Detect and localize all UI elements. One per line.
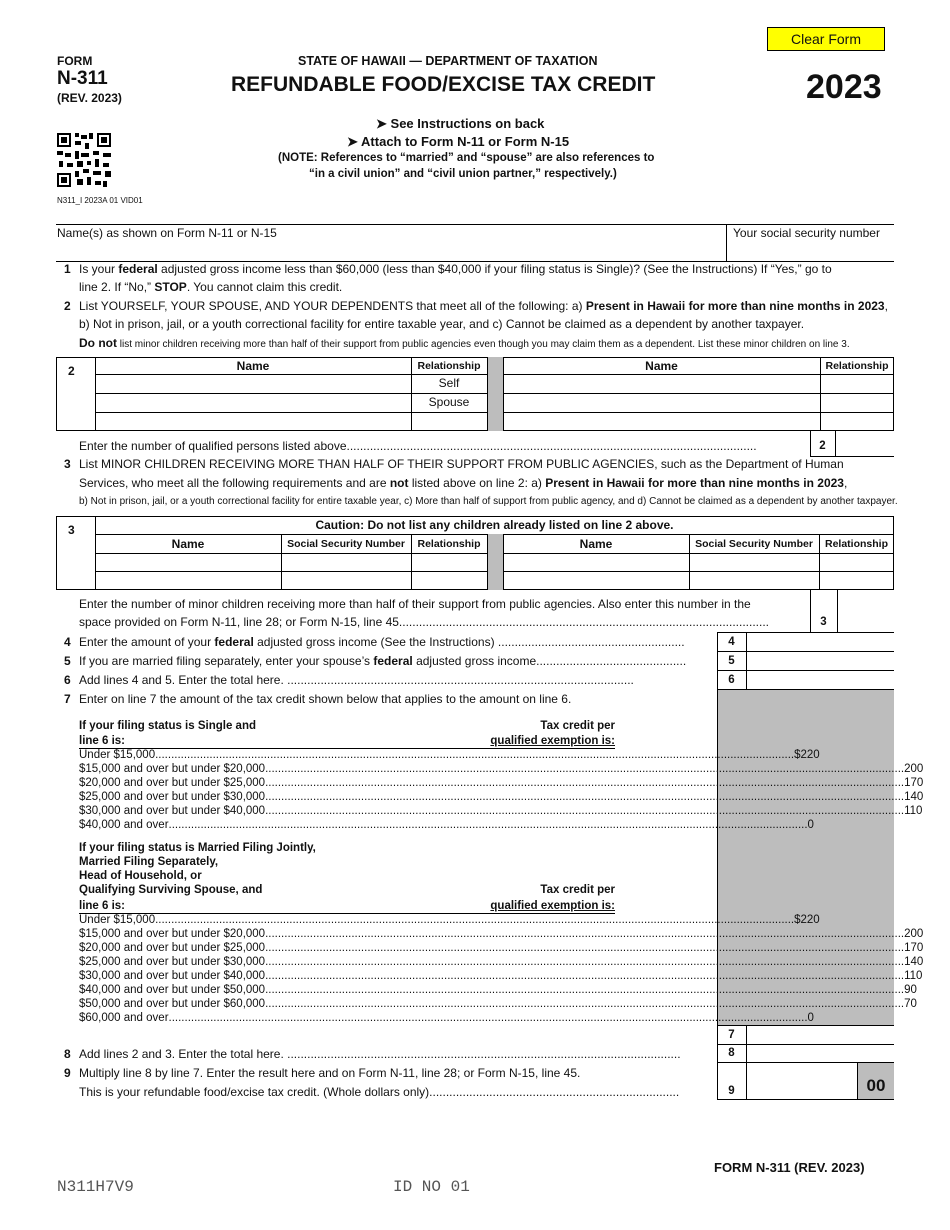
line-2-text-2: b) Not in prison, jail, or a youth correctional facility for entire taxable year, and c) Cannot be claimed as a dependent by another taxpayer.: [79, 317, 805, 331]
line-5-text: If you are married filing separately, enter your spouse’s federal adjusted gross income.............................................: [79, 654, 687, 668]
leader-dots: ........................................................................................................................................................................................................: [155, 914, 795, 926]
line-1-text-2: line 2. If “No,” STOP. You cannot claim this credit.: [79, 280, 343, 294]
line-7-input[interactable]: [747, 1026, 894, 1043]
attach-note: Attach to Form N-11 or Form N-15: [361, 134, 570, 149]
line-2-col-name-2: Name: [645, 359, 678, 373]
income-range: $20,000 and over but under $25,000: [79, 777, 266, 789]
form-number: N-311: [57, 68, 108, 89]
leader-dots: ........................................................................................................................................................................................................: [265, 805, 905, 817]
leader-dots: ........................................................................................................................................................................................................: [265, 928, 905, 940]
name-label: Name(s) as shown on Form N-11 or N-15: [57, 226, 277, 240]
line-8-number: 8: [64, 1047, 71, 1061]
leader-dots: ........................................................................................................................................................................................................: [265, 998, 905, 1010]
ssn-input[interactable]: [730, 242, 892, 260]
line-2-col-relationship-2: Relationship: [825, 360, 889, 372]
credit-amount: 90: [904, 984, 917, 996]
line-3-col-name-2: Name: [579, 537, 613, 551]
line-6-number: 6: [64, 673, 71, 687]
line-3-text-2: Services, who meet all the following requirements and are not listed above on line 2: a) Present in Hawaii for more than nine months in 2023,: [79, 476, 848, 490]
line-2-name-input[interactable]: [96, 394, 410, 411]
income-range: $20,000 and over but under $25,000: [79, 942, 266, 954]
qr-code-icon: [57, 133, 111, 187]
credit-amount: 110: [904, 970, 923, 982]
relationship-spouse: Spouse: [428, 395, 470, 409]
line-3-name-input[interactable]: [504, 572, 688, 589]
line-3-col-ssn: Social Security Number: [287, 538, 405, 550]
leader-dots: ........................................................................................................................................................................................................: [168, 819, 808, 831]
credit-table-row: [79, 762, 924, 776]
form-label: FORM: [57, 54, 93, 68]
line-3-col-ssn-2: Social Security Number: [695, 538, 813, 550]
line-2-name-input[interactable]: [96, 413, 410, 430]
married-table-heading-4: Qualifying Surviving Spouse, and: [79, 884, 263, 896]
line-3-count-text: Enter the number of minor children receiving more than half of their support from public agencies. Also enter this number in the: [79, 597, 751, 611]
income-range: $25,000 and over but under $30,000: [79, 956, 266, 968]
income-range: $30,000 and over but under $40,000: [79, 970, 266, 982]
line-3-count-input[interactable]: [838, 591, 894, 631]
line-8-text: Add lines 2 and 3. Enter the total here. ......................................................................................................................: [79, 1047, 681, 1061]
line-7-box-number: 7: [728, 1029, 735, 1041]
married-table-credit-heading-2: qualified exemption is:: [490, 900, 615, 912]
leader-dots: ........................................................................................................................................................................................................: [265, 942, 905, 954]
credit-amount: 110: [904, 805, 923, 817]
line-5-number: 5: [64, 654, 71, 668]
arrow-right-icon: ➤: [376, 116, 387, 131]
line-3-col-name: Name: [171, 537, 205, 551]
line-3-name-input[interactable]: [504, 554, 688, 570]
credit-amount: 200: [904, 928, 924, 940]
income-range: $40,000 and over: [79, 819, 169, 831]
line-7-text: Enter on line 7 the amount of the tax credit shown below that applies to the amount on line 6.: [79, 692, 572, 706]
leader-dots: ........................................................................................................................................................................................................: [265, 777, 905, 789]
line-5-input[interactable]: [747, 652, 894, 669]
line-3-box-number: 3: [820, 616, 827, 628]
married-table-heading: If your filing status is Married Filing Jointly,: [79, 842, 316, 854]
income-range: $25,000 and over but under $30,000: [79, 791, 266, 803]
line-2-count-input[interactable]: [836, 432, 894, 455]
married-table-heading-3: Head of Household, or: [79, 870, 202, 882]
married-table-heading-5: line 6 is:: [79, 899, 615, 914]
leader-dots: ........................................................................................................................................................................................................: [265, 956, 905, 968]
credit-amount: 200: [904, 763, 924, 775]
single-table-heading: If your filing status is Single and: [79, 720, 256, 732]
credit-table-row: [79, 955, 924, 969]
credit-amount: $220: [794, 914, 820, 926]
ssn-label: Your social security number: [733, 226, 880, 240]
leader-dots: ........................................................................................................................................................................................................: [265, 763, 905, 775]
line-9-cents: 00: [866, 1076, 886, 1095]
line-2-text-3: Do not list minor children receiving more than half of their support from public agencies even though you may claim them as a dependent. List these minor children on line 3.: [79, 336, 850, 350]
leader-dots: ........................................................................................................................................................................................................: [265, 984, 905, 996]
married-table-heading-2: Married Filing Separately,: [79, 856, 219, 868]
line-5-box-number: 5: [728, 655, 735, 667]
footer-code-left: N311H7V9: [57, 1178, 134, 1196]
line-3-col-relationship: Relationship: [417, 538, 481, 550]
line-9-number: 9: [64, 1066, 71, 1080]
line-8-box-number: 8: [728, 1047, 735, 1059]
line-1-number: 1: [64, 262, 71, 276]
credit-amount: 0: [807, 819, 814, 831]
credit-table-row: [79, 790, 924, 804]
line-7-number: 7: [64, 692, 71, 706]
credit-table-row: [79, 913, 820, 927]
single-table-rows: [79, 748, 924, 832]
single-table-credit-heading-2: qualified exemption is:: [490, 735, 615, 747]
clear-form-button[interactable]: Clear Form: [767, 27, 885, 51]
line-2-name-input[interactable]: [96, 375, 410, 392]
income-range: Under $15,000: [79, 749, 156, 761]
form-revision: (REV. 2023): [57, 91, 122, 105]
credit-table-row: [79, 983, 917, 997]
line-3-col-relationship-2: Relationship: [824, 538, 888, 550]
line-6-text: Add lines 4 and 5. Enter the total here. ........................................................................................................: [79, 673, 634, 687]
line-9-input[interactable]: [747, 1063, 857, 1098]
agency-name: STATE OF HAWAII — DEPARTMENT OF TAXATION: [298, 54, 598, 68]
line-2-name-input[interactable]: [504, 394, 819, 411]
line-8-input[interactable]: [747, 1045, 894, 1061]
leader-dots: ........................................................................................................................................................................................................: [265, 970, 905, 982]
line-4-number: 4: [64, 635, 71, 649]
line-3-table-number: 3: [68, 523, 75, 537]
single-table-credit-heading: Tax credit per: [540, 720, 615, 732]
line-4-input[interactable]: [747, 633, 894, 650]
line-6-box-number: 6: [728, 674, 735, 686]
credit-amount: 170: [904, 942, 924, 954]
credit-table-row: [79, 941, 924, 955]
tax-year: 2023: [806, 68, 882, 106]
credit-table-row: [79, 804, 923, 818]
line-2-col-relationship: Relationship: [417, 360, 481, 372]
line-2-count-text: Enter the number of qualified persons listed above...........................................................................................................................: [79, 439, 757, 453]
credit-table-row: [79, 818, 814, 832]
line-2-table-number: 2: [68, 364, 75, 378]
credit-amount: 140: [904, 791, 924, 803]
line-2-name-input[interactable]: [504, 413, 819, 430]
line-3-ssn-input[interactable]: [282, 572, 410, 589]
credit-amount: $220: [794, 749, 820, 761]
income-range: $15,000 and over but under $20,000: [79, 763, 266, 775]
credit-table-row: [79, 748, 820, 762]
line-3-count-text-2: space provided on Form N-11, line 28; or Form N-15, line 45...............................................................................................................: [79, 615, 769, 629]
income-range: $30,000 and over but under $40,000: [79, 805, 266, 817]
married-table-credit-heading: Tax credit per: [540, 884, 615, 896]
civil-union-note-2: “in a civil union” and “civil union partner,” respectively.): [309, 168, 617, 180]
instructions-note: See Instructions on back: [390, 116, 545, 131]
footer-form-number: FORM N-311 (REV. 2023): [714, 1160, 865, 1175]
line-4-box-number: 4: [728, 636, 735, 648]
civil-union-note-1: (NOTE: References to “married” and “spouse” are also references to: [278, 152, 655, 164]
form-id-code: N311_I 2023A 01 VID01: [57, 196, 143, 205]
line-2-name-input[interactable]: [504, 375, 819, 392]
leader-dots: ........................................................................................................................................................................................................: [155, 749, 795, 761]
line-6-input[interactable]: [747, 671, 894, 688]
line-3-number: 3: [64, 457, 71, 471]
name-input[interactable]: [57, 242, 724, 260]
income-range: $50,000 and over but under $60,000: [79, 998, 266, 1010]
income-range: $15,000 and over but under $20,000: [79, 928, 266, 940]
income-range: $40,000 and over but under $50,000: [79, 984, 266, 996]
income-range: $60,000 and over: [79, 1012, 169, 1024]
income-range: Under $15,000: [79, 914, 156, 926]
credit-amount: 0: [807, 1012, 814, 1024]
arrow-right-icon: ➤: [347, 134, 358, 149]
credit-table-row: [79, 927, 924, 941]
line-9-text-2: This is your refundable food/excise tax credit. (Whole dollars only)...........................................................................: [79, 1085, 680, 1099]
line-2-box-number: 2: [819, 440, 826, 452]
credit-table-row: [79, 1011, 814, 1025]
line-3-text-3: b) Not in prison, jail, or a youth correctional facility for entire taxable year, c) More than half of support from public agency, and d) Cannot be claimed as a dependent by another taxpayer.: [79, 496, 898, 507]
credit-amount: 70: [904, 998, 917, 1010]
line-3-name-input[interactable]: [96, 554, 280, 570]
credit-amount: 170: [904, 777, 924, 789]
line-2-text: List YOURSELF, YOUR SPOUSE, AND YOUR DEPENDENTS that meet all of the following: a) Present in Hawaii for more than nine months in 2023,: [79, 299, 888, 313]
married-table-rows: [79, 913, 924, 1025]
line-3-name-input[interactable]: [96, 572, 280, 589]
form-title: REFUNDABLE FOOD/EXCISE TAX CREDIT: [231, 73, 656, 96]
line-9-box-number: 9: [728, 1085, 735, 1097]
line-9-text: Multiply line 8 by line 7. Enter the result here and on Form N-11, line 28; or Form N-15, line 45.: [79, 1066, 581, 1080]
line-2-number: 2: [64, 299, 71, 313]
leader-dots: ........................................................................................................................................................................................................: [168, 1012, 808, 1024]
credit-table-row: [79, 997, 917, 1011]
line-3-text: List MINOR CHILDREN RECEIVING MORE THAN HALF OF THEIR SUPPORT FROM PUBLIC AGENCIES, such as the Department of Human: [79, 457, 844, 471]
credit-table-row: [79, 969, 923, 983]
single-table-heading-2: line 6 is:: [79, 734, 615, 749]
credit-table-row: [79, 776, 924, 790]
relationship-self: Self: [438, 376, 460, 390]
line-3-ssn-input[interactable]: [282, 554, 410, 570]
line-3-caution: Caution: Do not list any children already listed on line 2 above.: [315, 518, 674, 532]
line-1-text: Is your federal adjusted gross income less than $60,000 (less than $40,000 if your filing status is Single)? (See the Instructions) If “Yes,” go to: [79, 262, 832, 276]
credit-amount: 140: [904, 956, 924, 968]
line-4-text: Enter the amount of your federal adjusted gross income (See the Instructions) ........................................................: [79, 635, 685, 649]
footer-code-mid: ID NO 01: [393, 1178, 470, 1196]
line-2-col-name: Name: [236, 359, 270, 373]
leader-dots: ........................................................................................................................................................................................................: [265, 791, 905, 803]
